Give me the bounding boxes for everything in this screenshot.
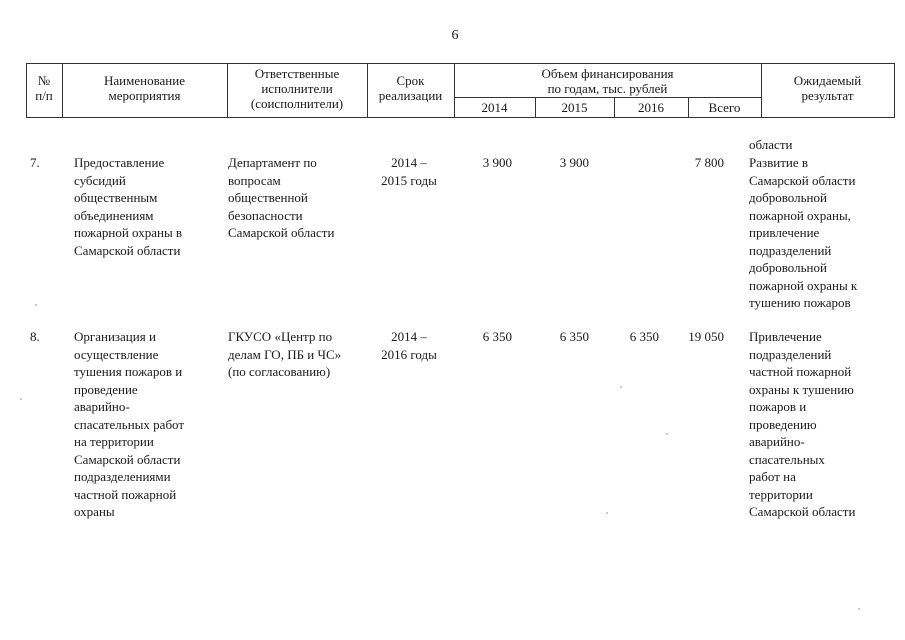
row-result: Привлечение подразделений частной пожарной охраны к тушению пожаров и проведению аварийно- спасательных работ на территории Самарской области <box>749 329 856 519</box>
header-year-2015: 2015 <box>561 100 588 115</box>
scan-speck <box>620 386 622 388</box>
header-executors: Ответственные исполнители (соисполнители) <box>250 66 344 111</box>
row-value-2015: 6 350 <box>559 329 589 344</box>
row-value-2016: 6 350 <box>629 329 659 344</box>
carryover-result: области <box>749 137 793 152</box>
scan-speck <box>20 398 22 400</box>
row-value-2014: 6 350 <box>482 329 512 344</box>
header-name: Наименование мероприятия <box>104 73 185 103</box>
row-value-2014: 3 900 <box>482 155 512 170</box>
scan-speck <box>858 608 860 610</box>
row-executors: Департамент по вопросам общественной безопасности Самарской области <box>228 155 335 240</box>
row-term: 2014 – 2015 годы <box>381 155 437 188</box>
finance-subheader-border <box>454 97 761 98</box>
row-number: 8. <box>30 329 40 344</box>
header-year-2016: 2016 <box>638 100 664 115</box>
header-term: Срок реализации <box>378 73 443 103</box>
row-value-2015: 3 900 <box>559 155 589 170</box>
row-result: Развитие в Самарской области добровольной пожарной охраны, привлечение подразделений добровольной пожарной охраны к тушению пожаров <box>749 155 858 310</box>
scan-speck <box>606 512 608 514</box>
header-year-2014: 2014 <box>481 100 508 115</box>
header-num: № п/п <box>35 73 53 103</box>
header-result: Ожидаемый результат <box>793 73 862 103</box>
row-name: Организация и осуществление тушения пожаров и проведение аварийно- спасательных работ на территории Самарской области подразделениями частной пожарной охраны <box>74 329 185 519</box>
table-header <box>26 63 895 118</box>
header-bottom-border <box>26 117 895 118</box>
page-number: 6 <box>451 28 459 43</box>
scan-speck <box>35 304 37 306</box>
row-number: 7. <box>30 155 40 170</box>
header-right-border <box>894 63 895 118</box>
header-total: Всего <box>708 100 741 115</box>
row-value-total: 7 800 <box>694 155 724 170</box>
row-executors: ГКУСО «Центр по делам ГО, ПБ и ЧС» (по согласованию) <box>228 329 342 379</box>
row-term: 2014 – 2016 годы <box>381 329 437 362</box>
row-value-total: 19 050 <box>688 329 724 344</box>
scan-speck <box>666 433 668 435</box>
header-top-border <box>26 63 895 64</box>
row-name: Предоставление субсидий общественным объединениям пожарной охраны в Самарской области <box>74 155 183 258</box>
header-financing: Объем финансирования по годам, тыс. рублей <box>541 66 674 96</box>
